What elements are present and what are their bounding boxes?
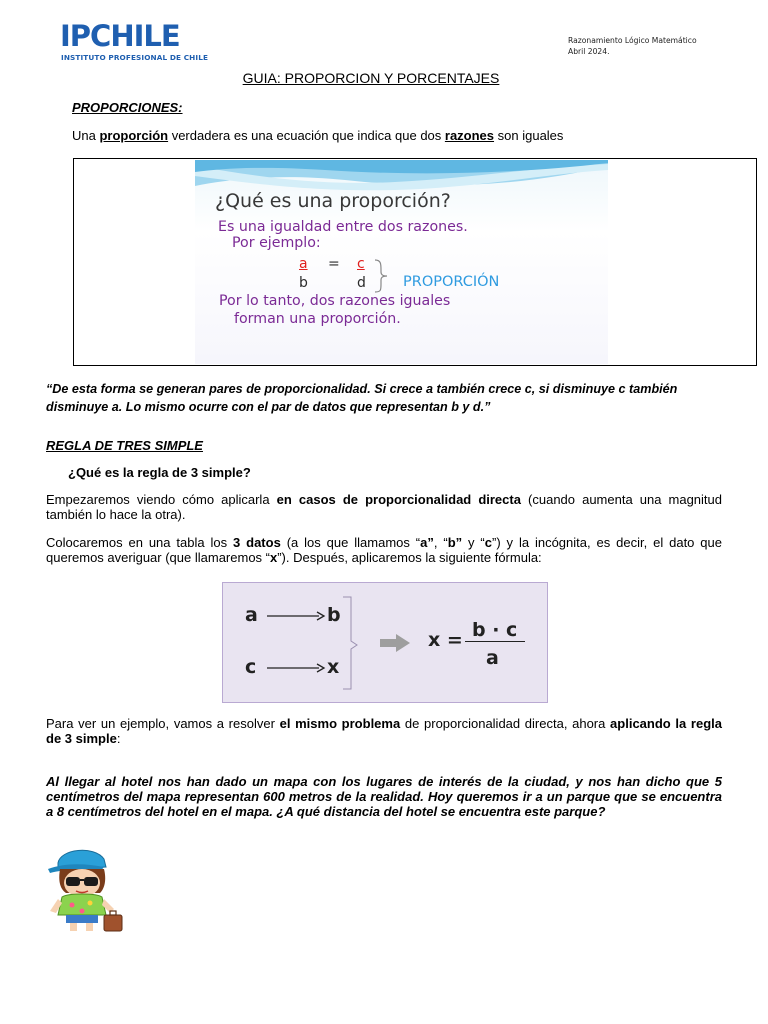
arrow-big-icon — [378, 633, 412, 653]
text: , “ — [433, 535, 448, 550]
text: (cuando aumenta una magnitud también lo hace la otra). — [46, 492, 722, 522]
proportion-slide-image — [195, 160, 608, 364]
proportionality-quote: “De esta forma se generan pares de proporcionalidad. Si crece a también crece c, si disminuye c también disminuye a. Lo mismo ocurre con el par de datos que representan b y d.” — [46, 382, 678, 414]
course-name: Razonamiento Lógico Matemático — [568, 36, 697, 45]
slide-question: ¿Qué es una proporción? — [215, 190, 451, 212]
term-proporcion: proporción — [99, 128, 169, 143]
proportion-label: PROPORCIÓN — [403, 274, 500, 290]
intro-text: son iguales — [494, 128, 564, 143]
tourist-illustration — [44, 845, 126, 933]
emphasis: x — [269, 550, 278, 565]
text: de proporcionalidad directa, ahora — [400, 716, 611, 731]
formula-numerator: b · c — [472, 619, 518, 641]
term-razones: razones — [444, 128, 495, 143]
emphasis: 3 datos — [233, 535, 281, 550]
text: Empezaremos viendo cómo aplicarla — [46, 492, 277, 507]
fraction-denominator-d: d — [357, 275, 366, 291]
intro-text: verdadera es una ecuación que indica que dos — [168, 128, 445, 143]
paragraph-table-data — [46, 535, 722, 565]
intro-text: Una — [72, 128, 100, 143]
slide-definition: Es una igualdad entre dos razones. — [218, 219, 468, 235]
formula-lhs: x = — [428, 629, 463, 651]
emphasis: a” — [420, 535, 434, 550]
section-heading-regla: REGLA DE TRES SIMPLE — [46, 438, 203, 453]
formula-denominator: a — [486, 647, 499, 669]
logo-subtitle: INSTITUTO PROFESIONAL DE CHILE — [61, 53, 209, 62]
slide-example-label: Por ejemplo: — [232, 235, 321, 251]
arrow-right-icon — [267, 661, 327, 675]
paragraph-direct-proportion — [46, 492, 722, 522]
text: Para ver un ejemplo, vamos a resolver — [46, 716, 280, 731]
fraction-denominator-b: b — [299, 275, 308, 291]
formula-c: c — [245, 656, 257, 678]
rule-of-three-formula — [222, 582, 548, 703]
text: : — [116, 731, 121, 746]
rule-question: ¿Qué es la regla de 3 simple? — [68, 465, 251, 480]
emphasis: aplicando la regla de 3 simple — [46, 716, 722, 746]
text: ”). Después, aplicaremos la siguiente fórmula: — [277, 550, 542, 565]
document-date: Abril 2024. — [568, 47, 610, 56]
emphasis: c — [484, 535, 492, 550]
arrow-right-icon — [267, 609, 327, 623]
fraction-bar — [465, 641, 525, 642]
emphasis: en casos de proporcionalidad directa — [276, 492, 521, 507]
text: (a los que llamamos “ — [280, 535, 421, 550]
logo: IPCHILE — [60, 19, 180, 53]
fraction-numerator-a: a — [299, 256, 308, 272]
example-problem: Al llegar al hotel nos han dado un mapa con los lugares de interés de la ciudad, y nos han dicho que 5 centímetros del mapa representan 600 metros de la realidad. Hoy queremos ir a un parque que se encuentra a 8 centímetros del hotel en el mapa. ¿A qué distancia del hotel se encuentra este parque? — [46, 774, 722, 819]
slide-conclusion-line1: Por lo tanto, dos razones iguales — [219, 293, 451, 309]
slide-conclusion-line2: forman una proporción. — [234, 311, 401, 327]
emphasis: el mismo problema — [279, 716, 401, 731]
brace-icon — [371, 258, 401, 294]
paragraph-example-intro — [46, 716, 722, 746]
header-info — [568, 35, 697, 57]
text: y “ — [462, 535, 485, 550]
page-title: GUIA: PROPORCION Y PORCENTAJES — [242, 70, 500, 86]
formula-a: a — [245, 604, 258, 626]
emphasis: b” — [447, 535, 463, 550]
formula-x: x — [327, 656, 340, 678]
fraction-numerator-c: c — [357, 256, 365, 272]
intro-paragraph — [72, 128, 563, 143]
formula-b: b — [327, 604, 341, 626]
bracket-icon — [341, 595, 369, 691]
text: Colocaremos en una tabla los — [46, 535, 234, 550]
section-heading-proporciones: PROPORCIONES: — [72, 100, 183, 115]
fraction-equals: = — [328, 256, 340, 272]
text: ”) y la incógnita, es decir, el dato que queremos averiguar (que llamaremos “ — [46, 535, 722, 565]
